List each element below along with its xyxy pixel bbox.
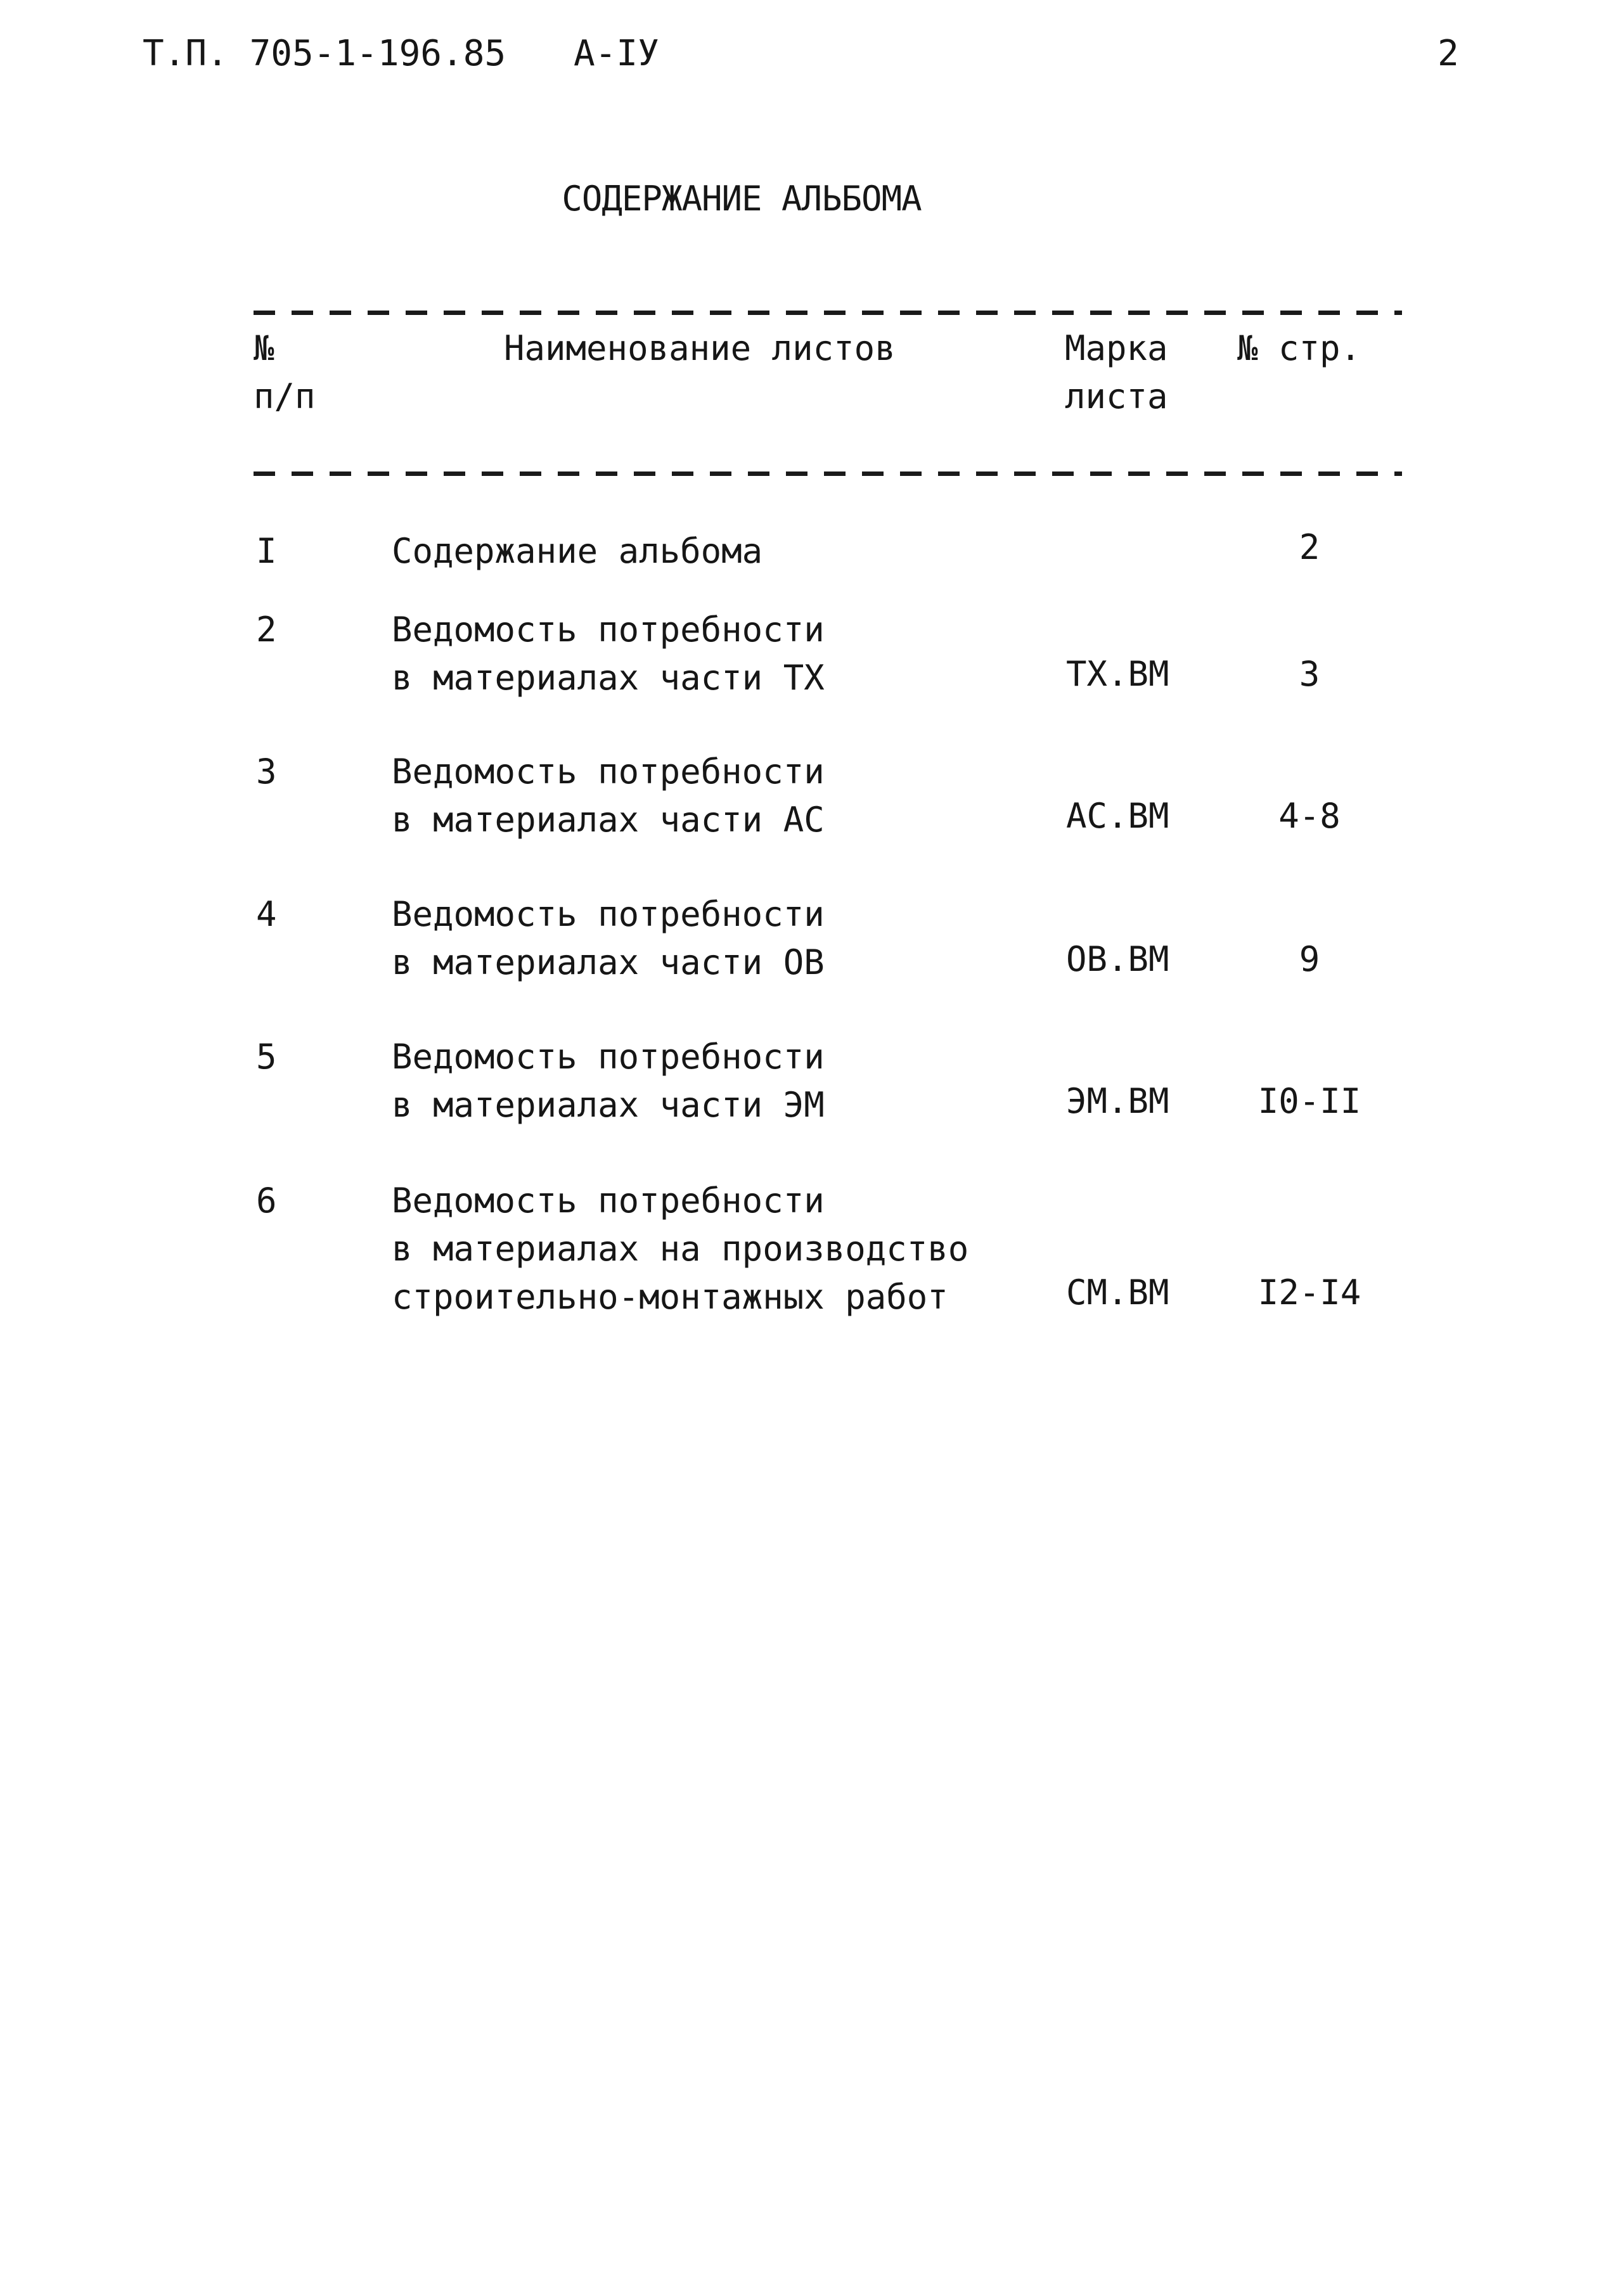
table-header-rule — [254, 471, 1402, 476]
row-4-name: Ведомость потребности в материалах части ОВ — [392, 894, 825, 982]
row-6-name: Ведомость потребности в материалах на производство строительно-монтажных работ — [392, 1181, 969, 1317]
row-1-page: 2 — [1299, 527, 1320, 567]
row-2-num: 2 — [256, 610, 277, 650]
row-2-name: Ведомость потребности в материалах части ТХ — [392, 610, 825, 698]
column-header-mark: Марка листа — [1065, 328, 1168, 416]
row-3-page: 4-8 — [1278, 796, 1341, 836]
row-5-num: 5 — [256, 1037, 277, 1077]
row-2-page: 3 — [1299, 654, 1320, 694]
row-5-page: I0-II — [1257, 1081, 1361, 1121]
row-5-name: Ведомость потребности в материалах части ЭМ — [392, 1037, 825, 1125]
column-header-page: № стр. — [1237, 328, 1361, 368]
page-number: 2 — [1438, 33, 1459, 74]
column-header-num: № п/п — [254, 328, 316, 416]
table-top-rule — [254, 311, 1402, 315]
row-1-num: I — [256, 531, 277, 571]
row-4-num: 4 — [256, 894, 277, 934]
row-2-mark: ТХ.ВМ — [1066, 654, 1169, 694]
row-6-num: 6 — [256, 1181, 277, 1221]
row-3-name: Ведомость потребности в материалах части АС — [392, 752, 825, 840]
row-6-page: I2-I4 — [1257, 1273, 1361, 1312]
row-3-mark: АС.ВМ — [1066, 796, 1169, 836]
document-code: Т.П. 705-1-196.85 — [143, 33, 506, 74]
row-3-num: 3 — [256, 752, 277, 792]
row-6-mark: СМ.ВМ — [1066, 1273, 1169, 1312]
row-4-page: 9 — [1299, 939, 1320, 979]
row-4-mark: ОВ.ВМ — [1066, 939, 1169, 979]
page-title: СОДЕРЖАНИЕ АЛЬБОМА — [562, 179, 922, 219]
album-section: А-IУ — [574, 33, 659, 74]
row-1-name: Содержание альбома — [392, 531, 763, 571]
row-5-mark: ЭМ.ВМ — [1066, 1081, 1169, 1121]
column-header-name: Наименование листов — [504, 328, 896, 368]
